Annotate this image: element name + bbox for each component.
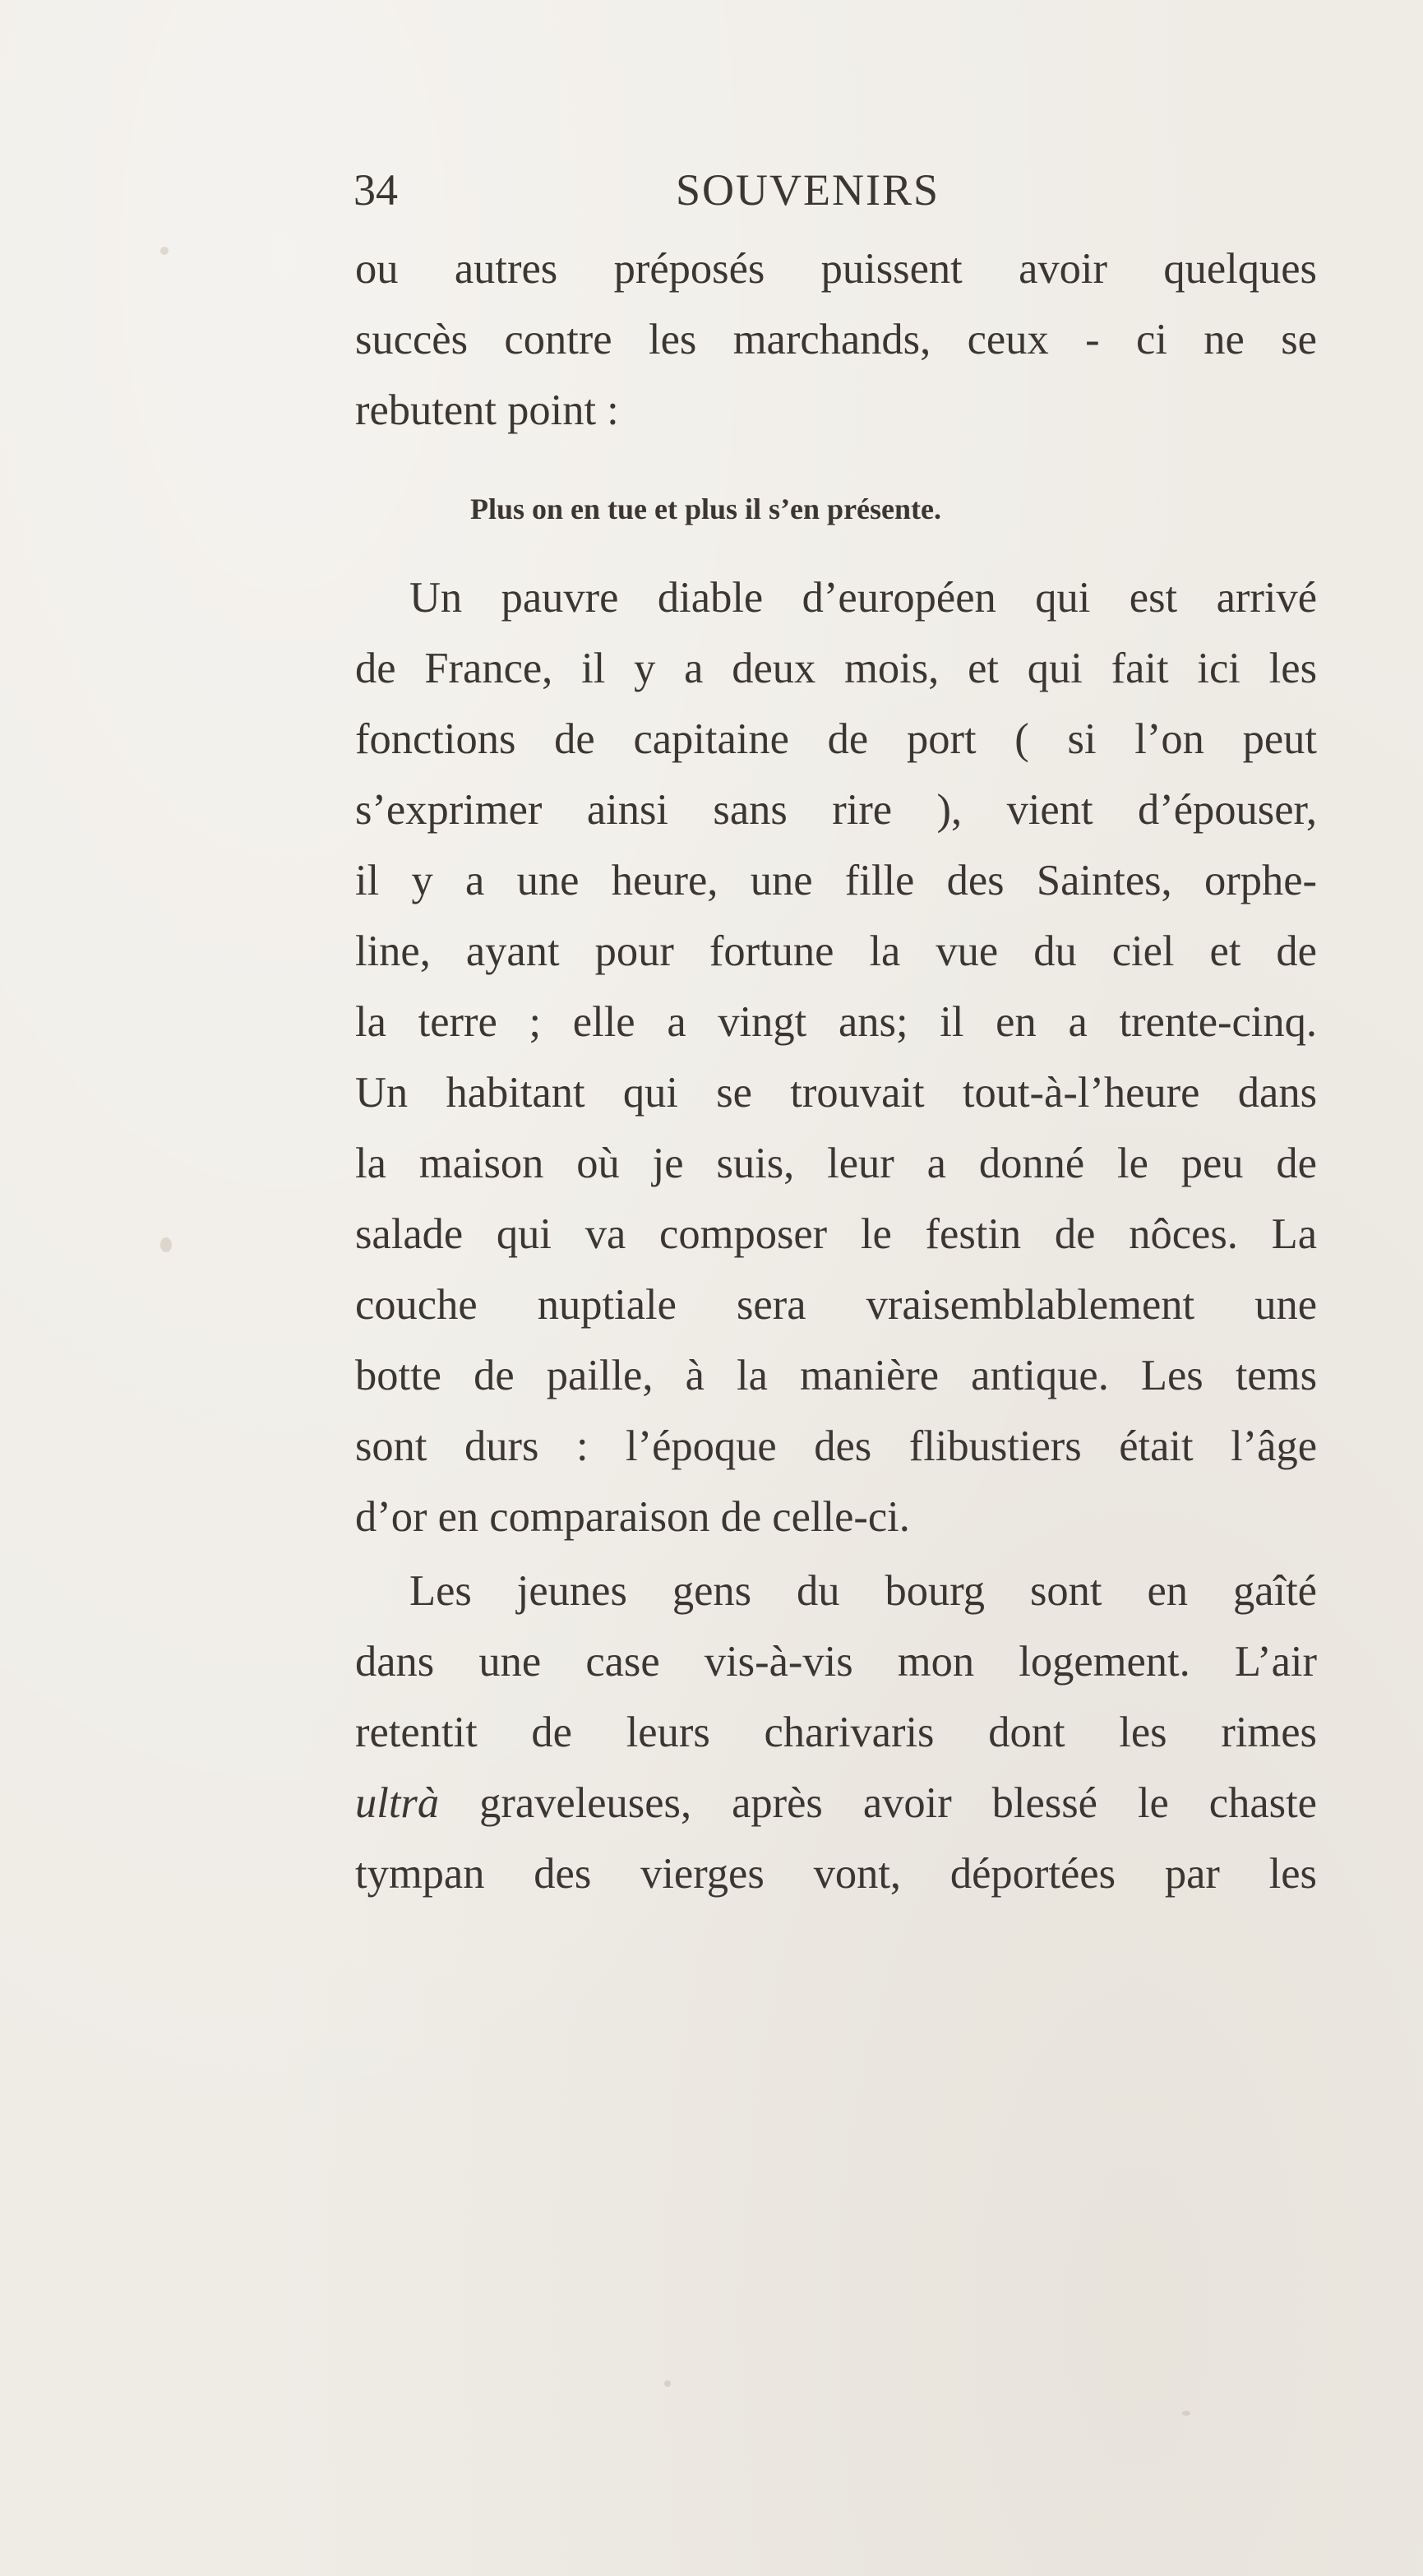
text-span: graveleuses, après avoir blessé le chaste [439,1779,1317,1827]
text-line: Un habitant qui se trouvait tout-à-l’heure dans [355,1069,1317,1117]
text-line: Les jeunes gens du bourg sont en gaîté [409,1567,1317,1615]
verse-quote: Plus on en tue et plus il s’en présente. [470,493,942,525]
italic-word: ultrà [355,1779,440,1827]
text-line: line, ayant pour fortune la vue du ciel et de [355,927,1317,975]
text-line: Un pauvre diable d’européen qui est arrivé [409,574,1317,622]
text-line: salade qui va composer le festin de nôces. La [355,1210,1317,1258]
text-line: fonctions de capitaine de port ( si l’on peut [355,715,1317,763]
text-line: la terre ; elle a vingt ans; il en a trente-cinq. [355,998,1317,1046]
text-line: d’or en comparaison de celle-ci. [355,1493,910,1541]
text-line: couche nuptiale sera vraisemblablement une [355,1281,1317,1329]
paper-spot [160,1237,172,1252]
paper-spot [664,2380,671,2387]
text-line: la maison où je suis, leur a donné le peu de [355,1140,1317,1187]
text-line: dans une case vis-à-vis mon logement. L’air [355,1638,1317,1686]
text-line: sont durs : l’époque des flibustiers était l’âge [355,1422,1317,1470]
text-line: ou autres préposés puissent avoir quelques [355,245,1317,293]
body-text [355,234,1317,1909]
text-line: botte de paille, à la manière antique. Les tems [355,1352,1317,1399]
paper-spot [1182,2411,1190,2416]
text-line: tympan des vierges vont, déportées par les [355,1850,1317,1898]
page-header [353,164,1003,230]
running-title: SOUVENIRS [676,165,940,215]
text-line: rebutent point : [355,386,619,434]
paper-spot [160,247,169,255]
text-line: il y a une heure, une fille des Saintes, orphe- [355,857,1317,904]
text-line: de France, il y a deux mois, et qui fait ici les [355,645,1317,692]
text-line: s’exprimer ainsi sans rire ), vient d’épouser, [355,786,1317,834]
text-line: succès contre les marchands, ceux - ci ne se [355,316,1317,363]
text-line [355,1768,1317,1838]
text-line: retentit de leurs charivaris dont les rimes [355,1709,1317,1756]
page-number: 34 [353,165,398,215]
